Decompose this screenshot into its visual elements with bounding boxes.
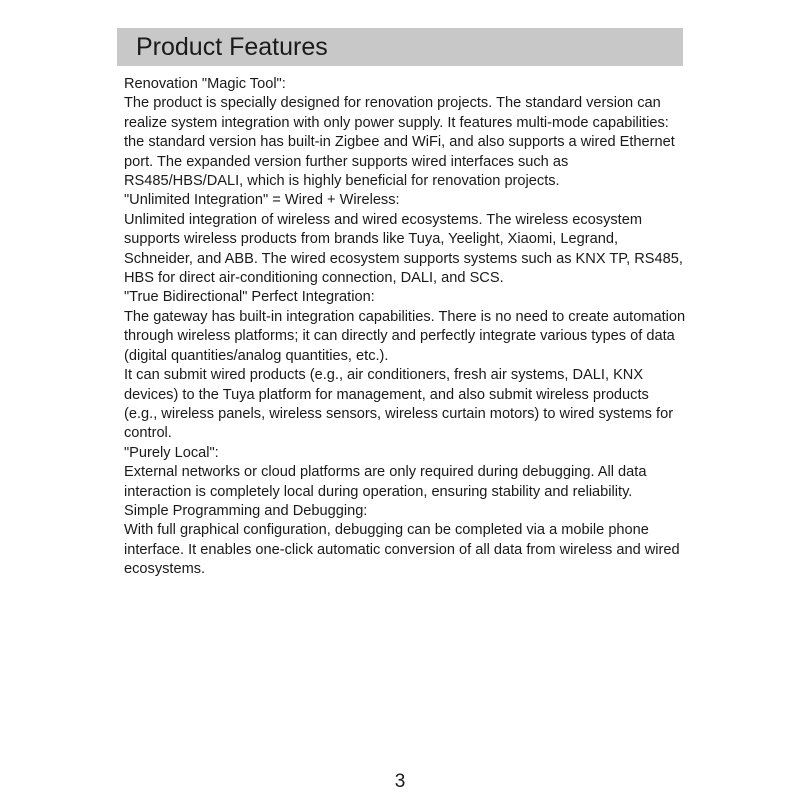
section-heading-simple-programming: Simple Programming and Debugging: <box>124 502 368 519</box>
section-body-true-bidirectional-1: The gateway has built-in integration capabilities. There is no need to create automation through wireless platforms; it can directly and perfectly integrate various types of data (digital quantities/analog quantities, etc.). <box>124 308 686 364</box>
section-body-unlimited-integration: Unlimited integration of wireless and wired ecosystems. The wireless ecosystem supports wireless products from brands like Tuya, Yeelight, Xiaomi, Legrand, Schneider, and ABB. The wired ecosystem supports systems such as KNX TP, RS485, HBS for direct air-conditioning connection, DALI, and SCS. <box>124 211 683 287</box>
section-heading-purely-local: "Purely Local": <box>124 444 219 461</box>
section-heading-unlimited-integration: "Unlimited Integration" = Wired + Wireless: <box>124 192 400 209</box>
title-bar <box>117 28 683 66</box>
feature-list <box>124 75 686 580</box>
section-heading-true-bidirectional: "True Bidirectional" Perfect Integration: <box>124 289 375 306</box>
page-title: Product Features <box>136 33 328 61</box>
section-body-simple-programming: With full graphical configuration, debugging can be completed via a mobile phone interface. It enables one-click automatic conversion of all data from wireless and wired ecosystems. <box>124 522 680 578</box>
section-body-true-bidirectional-2: It can submit wired products (e.g., air conditioners, fresh air systems, DALI, KNX devices) to the Tuya platform for management, and also submit wireless products (e.g., wireless panels, wireless sensors, wireless curtain motors) to wired systems for control. <box>124 367 674 442</box>
page-number: 3 <box>394 771 406 792</box>
section-body-renovation: The product is specially designed for renovation projects. The standard version can realize system integration with only power supply. It features multi-mode capabilities: the standard version has built-in Zigbee and WiFi, and also supports a wired Ethernet port. The expanded version further supports wired interfaces such as RS485/HBS/DALI, which is highly beneficial for renovation projects. <box>124 95 675 190</box>
section-heading-renovation: Renovation "Magic Tool": <box>124 76 286 92</box>
section-body-purely-local: External networks or cloud platforms are only required during debugging. All data interaction is completely local during operation, ensuring stability and reliability. <box>124 464 647 500</box>
